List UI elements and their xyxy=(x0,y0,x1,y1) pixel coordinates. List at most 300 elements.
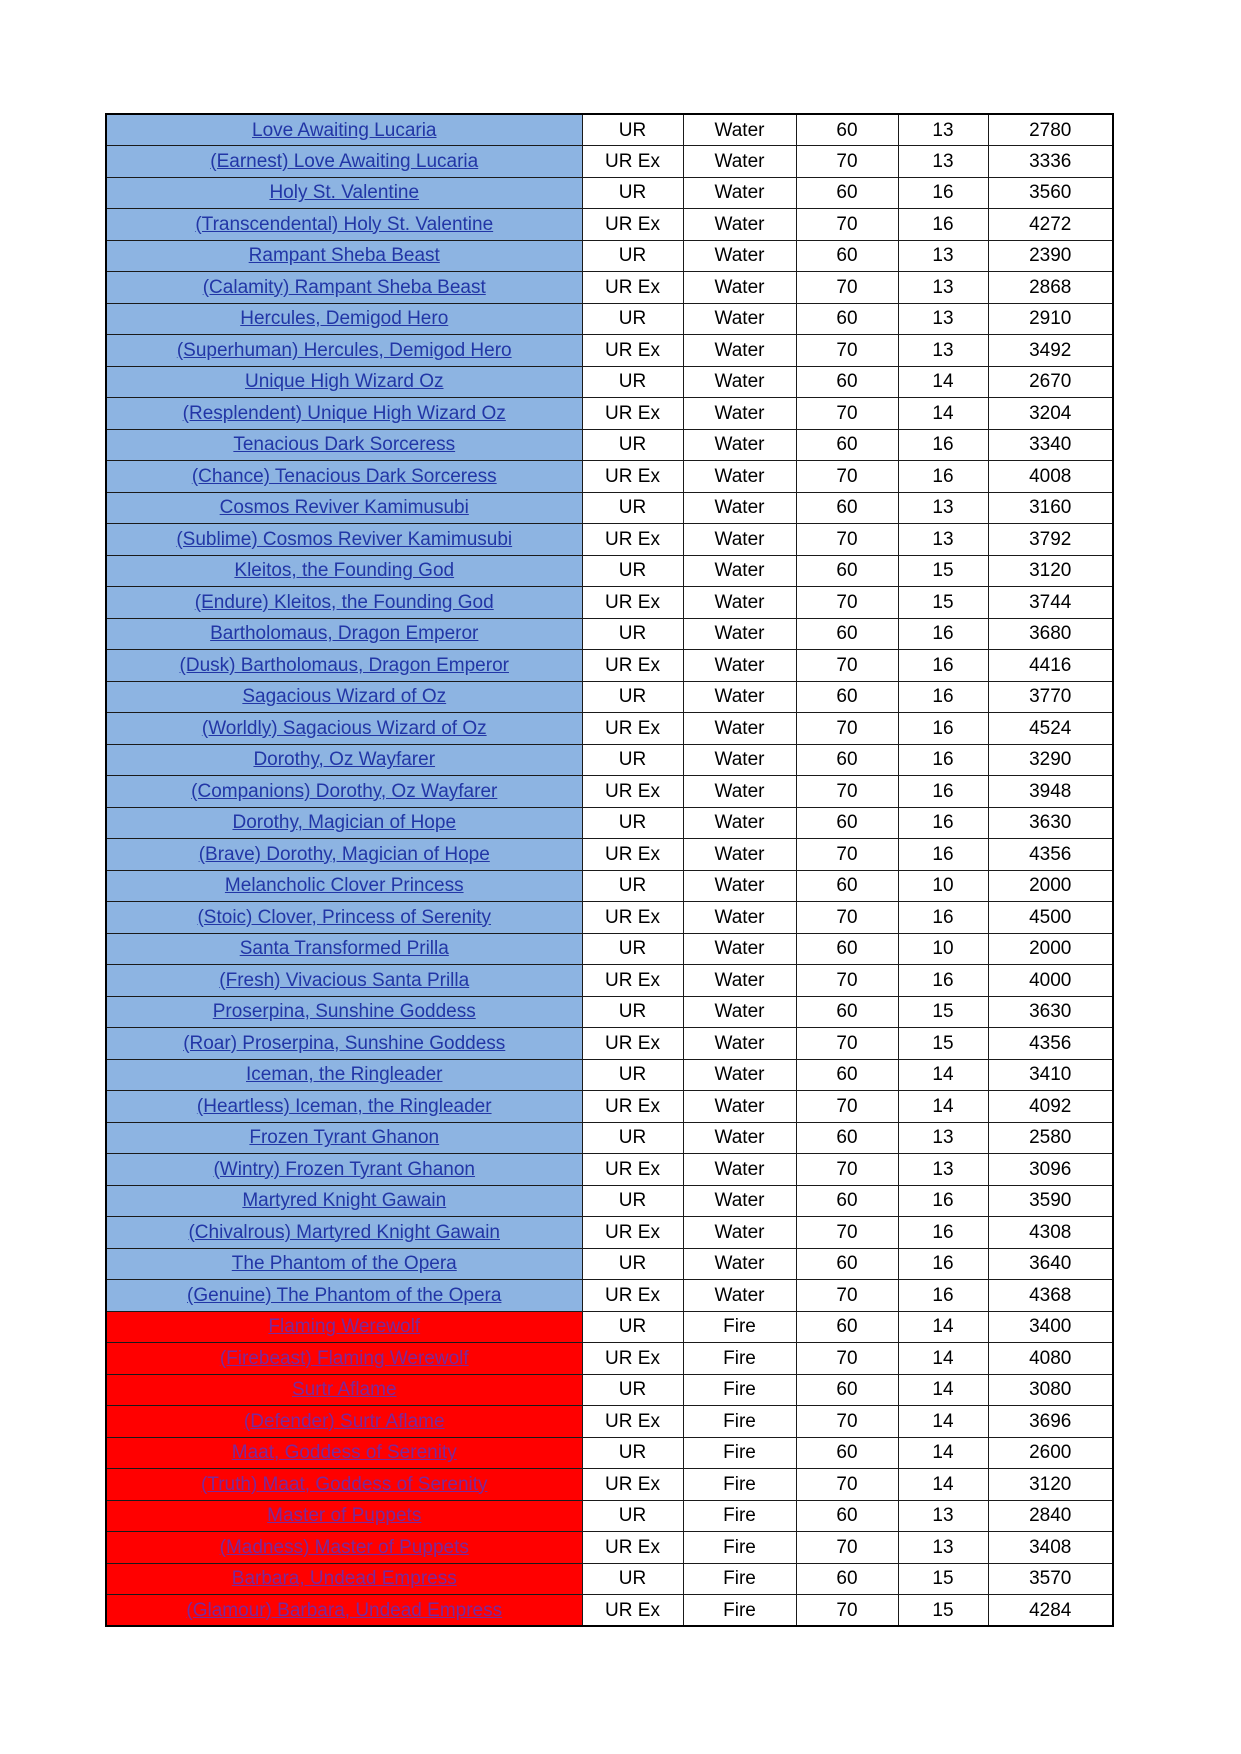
table-row xyxy=(106,870,1113,902)
rarity-cell: UR xyxy=(582,114,683,146)
value-cell: 70 xyxy=(796,902,898,934)
element-cell: Water xyxy=(683,713,796,745)
value-cell: 3290 xyxy=(988,744,1113,776)
value-cell: 70 xyxy=(796,776,898,808)
value-cell: 70 xyxy=(796,713,898,745)
rarity-cell: UR Ex xyxy=(582,335,683,367)
element-cell: Water xyxy=(683,1154,796,1186)
rarity-cell: UR xyxy=(582,1437,683,1469)
element-cell: Water xyxy=(683,303,796,335)
table-row xyxy=(106,1248,1113,1280)
table-row xyxy=(106,807,1113,839)
card-name-link[interactable]: (Endure) Kleitos, the Founding God xyxy=(194,591,494,613)
table-row xyxy=(106,902,1113,934)
table-row xyxy=(106,744,1113,776)
card-name-link[interactable]: (Sublime) Cosmos Reviver Kamimusubi xyxy=(176,528,513,550)
element-cell: Water xyxy=(683,1091,796,1123)
name-cell xyxy=(106,1343,582,1375)
card-name-link[interactable]: (Calamity) Rampant Sheba Beast xyxy=(202,276,486,298)
value-cell: 70 xyxy=(796,650,898,682)
rarity-cell: UR xyxy=(582,870,683,902)
name-cell xyxy=(106,1374,582,1406)
name-cell xyxy=(106,650,582,682)
value-cell: 60 xyxy=(796,492,898,524)
value-cell: 15 xyxy=(898,996,988,1028)
value-cell: 4308 xyxy=(988,1217,1113,1249)
card-name-link[interactable]: Holy St. Valentine xyxy=(269,182,420,204)
card-name-link[interactable]: Bartholomaus, Dragon Emperor xyxy=(210,623,479,645)
value-cell: 3336 xyxy=(988,146,1113,178)
table-row xyxy=(106,618,1113,650)
value-cell: 16 xyxy=(898,1280,988,1312)
card-name-link[interactable]: (Glamour) Barbara, Undead Empress xyxy=(186,1599,503,1621)
value-cell: 16 xyxy=(898,776,988,808)
table-row xyxy=(106,492,1113,524)
name-cell xyxy=(106,177,582,209)
element-cell: Water xyxy=(683,555,796,587)
name-cell xyxy=(106,1563,582,1595)
value-cell: 14 xyxy=(898,1091,988,1123)
element-cell: Water xyxy=(683,209,796,241)
element-cell: Water xyxy=(683,492,796,524)
card-name-link[interactable]: (Truth) Maat, Goddess of Serenity xyxy=(200,1473,488,1495)
card-name-link[interactable]: Maat, Goddess of Serenity xyxy=(231,1442,457,1464)
value-cell: 2868 xyxy=(988,272,1113,304)
value-cell: 2580 xyxy=(988,1122,1113,1154)
element-cell: Fire xyxy=(683,1469,796,1501)
card-name-link[interactable]: (Genuine) The Phantom of the Opera xyxy=(187,1284,502,1306)
card-name-link[interactable]: Iceman, the Ringleader xyxy=(246,1064,443,1086)
value-cell: 3680 xyxy=(988,618,1113,650)
rarity-cell: UR Ex xyxy=(582,1280,683,1312)
value-cell: 70 xyxy=(796,524,898,556)
table-row xyxy=(106,776,1113,808)
element-cell: Water xyxy=(683,1122,796,1154)
value-cell: 70 xyxy=(796,1343,898,1375)
element-cell: Water xyxy=(683,807,796,839)
element-cell: Water xyxy=(683,996,796,1028)
rarity-cell: UR Ex xyxy=(582,1028,683,1060)
value-cell: 4080 xyxy=(988,1343,1113,1375)
card-name-link[interactable]: Proserpina, Sunshine Goddess xyxy=(212,1001,476,1023)
value-cell: 60 xyxy=(796,240,898,272)
card-name-link[interactable]: (Defender) Surtr Aflame xyxy=(243,1410,445,1432)
element-cell: Water xyxy=(683,965,796,997)
rarity-cell: UR Ex xyxy=(582,461,683,493)
value-cell: 60 xyxy=(796,933,898,965)
table-row xyxy=(106,839,1113,871)
value-cell: 15 xyxy=(898,1595,988,1627)
name-cell xyxy=(106,366,582,398)
table-row xyxy=(106,1280,1113,1312)
name-cell xyxy=(106,272,582,304)
element-cell: Water xyxy=(683,933,796,965)
value-cell: 70 xyxy=(796,335,898,367)
value-cell: 3696 xyxy=(988,1406,1113,1438)
element-cell: Water xyxy=(683,1028,796,1060)
value-cell: 3340 xyxy=(988,429,1113,461)
card-name-link[interactable]: Master of Puppets xyxy=(267,1505,422,1527)
table-row xyxy=(106,1532,1113,1564)
element-cell: Water xyxy=(683,1248,796,1280)
value-cell: 10 xyxy=(898,933,988,965)
card-name-link[interactable]: Sagacious Wizard of Oz xyxy=(242,686,447,708)
table-row xyxy=(106,555,1113,587)
value-cell: 14 xyxy=(898,1059,988,1091)
card-name-link[interactable]: (Brave) Dorothy, Magician of Hope xyxy=(198,843,490,865)
name-cell xyxy=(106,1154,582,1186)
table-row xyxy=(106,1469,1113,1501)
value-cell: 70 xyxy=(796,1469,898,1501)
card-name-link[interactable]: (Heartless) Iceman, the Ringleader xyxy=(196,1095,492,1117)
element-cell: Fire xyxy=(683,1406,796,1438)
table-row xyxy=(106,1217,1113,1249)
rarity-cell: UR Ex xyxy=(582,776,683,808)
rarity-cell: UR xyxy=(582,933,683,965)
card-name-link[interactable]: (Stoic) Clover, Princess of Serenity xyxy=(197,906,492,928)
element-cell: Fire xyxy=(683,1374,796,1406)
value-cell: 16 xyxy=(898,177,988,209)
value-cell: 14 xyxy=(898,1437,988,1469)
value-cell: 60 xyxy=(796,807,898,839)
value-cell: 70 xyxy=(796,1091,898,1123)
value-cell: 2600 xyxy=(988,1437,1113,1469)
table-row xyxy=(106,240,1113,272)
value-cell: 13 xyxy=(898,240,988,272)
card-name-link[interactable]: Love Awaiting Lucaria xyxy=(252,119,437,141)
value-cell: 70 xyxy=(796,1154,898,1186)
value-cell: 60 xyxy=(796,870,898,902)
table-row xyxy=(106,1406,1113,1438)
value-cell: 70 xyxy=(796,272,898,304)
name-cell xyxy=(106,807,582,839)
table-row xyxy=(106,1500,1113,1532)
card-name-link[interactable]: (Madness) Master of Puppets xyxy=(219,1536,469,1558)
element-cell: Water xyxy=(683,177,796,209)
table-row xyxy=(106,366,1113,398)
value-cell: 70 xyxy=(796,398,898,430)
rarity-cell: UR Ex xyxy=(582,839,683,871)
card-name-link[interactable]: (Superhuman) Hercules, Demigod Hero xyxy=(176,339,512,361)
rarity-cell: UR Ex xyxy=(582,587,683,619)
table-row xyxy=(106,1563,1113,1595)
rarity-cell: UR xyxy=(582,1500,683,1532)
value-cell: 3948 xyxy=(988,776,1113,808)
table-row xyxy=(106,209,1113,241)
value-cell: 13 xyxy=(898,1532,988,1564)
value-cell: 60 xyxy=(796,1374,898,1406)
card-name-link[interactable]: Cosmos Reviver Kamimusubi xyxy=(219,497,469,519)
value-cell: 60 xyxy=(796,1563,898,1595)
value-cell: 15 xyxy=(898,555,988,587)
card-name-link[interactable]: Santa Transformed Prilla xyxy=(239,938,449,960)
value-cell: 60 xyxy=(796,177,898,209)
card-name-link[interactable]: Frozen Tyrant Ghanon xyxy=(249,1127,440,1149)
element-cell: Water xyxy=(683,870,796,902)
card-name-link[interactable]: (Fresh) Vivacious Santa Prilla xyxy=(219,969,470,991)
value-cell: 4500 xyxy=(988,902,1113,934)
value-cell: 60 xyxy=(796,618,898,650)
rarity-cell: UR xyxy=(582,681,683,713)
table-row xyxy=(106,587,1113,619)
rarity-cell: UR xyxy=(582,177,683,209)
value-cell: 3590 xyxy=(988,1185,1113,1217)
card-name-link[interactable]: Surtr Aflame xyxy=(291,1379,397,1401)
element-cell: Water xyxy=(683,146,796,178)
value-cell: 70 xyxy=(796,209,898,241)
value-cell: 15 xyxy=(898,1563,988,1595)
element-cell: Water xyxy=(683,650,796,682)
element-cell: Water xyxy=(683,587,796,619)
value-cell: 70 xyxy=(796,1280,898,1312)
card-name-link[interactable]: Rampant Sheba Beast xyxy=(248,245,440,267)
card-name-link[interactable]: (Resplendent) Unique High Wizard Oz xyxy=(182,402,506,424)
table-row xyxy=(106,1091,1113,1123)
value-cell: 60 xyxy=(796,744,898,776)
value-cell: 60 xyxy=(796,1437,898,1469)
value-cell: 16 xyxy=(898,618,988,650)
value-cell: 16 xyxy=(898,965,988,997)
value-cell: 14 xyxy=(898,1374,988,1406)
element-cell: Water xyxy=(683,429,796,461)
value-cell: 60 xyxy=(796,555,898,587)
value-cell: 2670 xyxy=(988,366,1113,398)
card-name-link[interactable]: (Firebeast) Flaming Werewolf xyxy=(219,1347,469,1369)
name-cell xyxy=(106,492,582,524)
card-name-link[interactable]: Flaming Werewolf xyxy=(268,1316,421,1338)
value-cell: 60 xyxy=(796,1248,898,1280)
value-cell: 15 xyxy=(898,587,988,619)
value-cell: 3630 xyxy=(988,807,1113,839)
value-cell: 13 xyxy=(898,303,988,335)
rarity-cell: UR xyxy=(582,1311,683,1343)
name-cell xyxy=(106,398,582,430)
value-cell: 3410 xyxy=(988,1059,1113,1091)
name-cell xyxy=(106,209,582,241)
rarity-cell: UR xyxy=(582,1185,683,1217)
value-cell: 14 xyxy=(898,398,988,430)
card-name-link[interactable]: (Earnest) Love Awaiting Lucaria xyxy=(210,150,479,172)
rarity-cell: UR Ex xyxy=(582,1091,683,1123)
element-cell: Fire xyxy=(683,1343,796,1375)
table-row xyxy=(106,398,1113,430)
name-cell xyxy=(106,461,582,493)
rarity-cell: UR Ex xyxy=(582,1532,683,1564)
value-cell: 60 xyxy=(796,996,898,1028)
value-cell: 60 xyxy=(796,1311,898,1343)
name-cell xyxy=(106,713,582,745)
rarity-cell: UR Ex xyxy=(582,965,683,997)
card-name-link[interactable]: Kleitos, the Founding God xyxy=(234,560,455,582)
value-cell: 3120 xyxy=(988,1469,1113,1501)
value-cell: 16 xyxy=(898,1185,988,1217)
element-cell: Water xyxy=(683,461,796,493)
name-cell xyxy=(106,335,582,367)
value-cell: 16 xyxy=(898,1217,988,1249)
value-cell: 4368 xyxy=(988,1280,1113,1312)
table-row xyxy=(106,1343,1113,1375)
value-cell: 60 xyxy=(796,429,898,461)
card-name-link[interactable]: (Dusk) Bartholomaus, Dragon Emperor xyxy=(179,654,509,676)
value-cell: 16 xyxy=(898,807,988,839)
value-cell: 14 xyxy=(898,1406,988,1438)
value-cell: 16 xyxy=(898,461,988,493)
value-cell: 70 xyxy=(796,839,898,871)
value-cell: 70 xyxy=(796,1532,898,1564)
value-cell: 3204 xyxy=(988,398,1113,430)
rarity-cell: UR xyxy=(582,1059,683,1091)
value-cell: 14 xyxy=(898,366,988,398)
rarity-cell: UR Ex xyxy=(582,650,683,682)
value-cell: 60 xyxy=(796,303,898,335)
name-cell xyxy=(106,965,582,997)
value-cell: 13 xyxy=(898,146,988,178)
name-cell xyxy=(106,1595,582,1627)
value-cell: 16 xyxy=(898,209,988,241)
name-cell xyxy=(106,1311,582,1343)
name-cell xyxy=(106,1091,582,1123)
card-name-link[interactable]: (Companions) Dorothy, Oz Wayfarer xyxy=(191,780,498,802)
table-row xyxy=(106,1028,1113,1060)
rarity-cell: UR Ex xyxy=(582,1595,683,1627)
value-cell: 13 xyxy=(898,1122,988,1154)
value-cell: 3080 xyxy=(988,1374,1113,1406)
rarity-cell: UR Ex xyxy=(582,272,683,304)
value-cell: 70 xyxy=(796,1406,898,1438)
value-cell: 70 xyxy=(796,1217,898,1249)
card-name-link[interactable]: (Chivalrous) Martyred Knight Gawain xyxy=(188,1221,500,1243)
name-cell xyxy=(106,618,582,650)
name-cell xyxy=(106,1406,582,1438)
name-cell xyxy=(106,681,582,713)
rarity-cell: UR Ex xyxy=(582,1343,683,1375)
value-cell: 70 xyxy=(796,965,898,997)
rarity-cell: UR Ex xyxy=(582,1217,683,1249)
rarity-cell: UR xyxy=(582,240,683,272)
name-cell xyxy=(106,1059,582,1091)
value-cell: 3408 xyxy=(988,1532,1113,1564)
table-row xyxy=(106,681,1113,713)
card-name-link[interactable]: (Transcendental) Holy St. Valentine xyxy=(195,213,494,235)
rarity-cell: UR xyxy=(582,1122,683,1154)
name-cell xyxy=(106,933,582,965)
name-cell xyxy=(106,1185,582,1217)
value-cell: 13 xyxy=(898,1154,988,1186)
rarity-cell: UR Ex xyxy=(582,209,683,241)
name-cell xyxy=(106,1437,582,1469)
rarity-cell: UR xyxy=(582,303,683,335)
element-cell: Water xyxy=(683,902,796,934)
value-cell: 16 xyxy=(898,429,988,461)
value-cell: 3770 xyxy=(988,681,1113,713)
value-cell: 16 xyxy=(898,713,988,745)
element-cell: Fire xyxy=(683,1311,796,1343)
rarity-cell: UR xyxy=(582,1248,683,1280)
value-cell: 14 xyxy=(898,1343,988,1375)
value-cell: 15 xyxy=(898,1028,988,1060)
value-cell: 13 xyxy=(898,1500,988,1532)
card-name-link[interactable]: Hercules, Demigod Hero xyxy=(240,308,449,330)
name-cell xyxy=(106,303,582,335)
element-cell: Fire xyxy=(683,1595,796,1627)
value-cell: 2780 xyxy=(988,114,1113,146)
value-cell: 16 xyxy=(898,650,988,682)
value-cell: 70 xyxy=(796,1595,898,1627)
value-cell: 2000 xyxy=(988,933,1113,965)
name-cell xyxy=(106,114,582,146)
element-cell: Water xyxy=(683,618,796,650)
card-name-link[interactable]: The Phantom of the Opera xyxy=(231,1253,457,1275)
table-row xyxy=(106,461,1113,493)
table-row xyxy=(106,650,1113,682)
table-row xyxy=(106,335,1113,367)
name-cell xyxy=(106,870,582,902)
element-cell: Water xyxy=(683,1280,796,1312)
table-row xyxy=(106,1311,1113,1343)
rarity-cell: UR xyxy=(582,366,683,398)
card-name-link[interactable]: Unique High Wizard Oz xyxy=(244,371,444,393)
name-cell xyxy=(106,839,582,871)
rarity-cell: UR Ex xyxy=(582,524,683,556)
rarity-cell: UR Ex xyxy=(582,398,683,430)
value-cell: 70 xyxy=(796,461,898,493)
card-name-link[interactable]: (Roar) Proserpina, Sunshine Goddess xyxy=(183,1032,506,1054)
table-row xyxy=(106,1154,1113,1186)
name-cell xyxy=(106,1469,582,1501)
table-row xyxy=(106,177,1113,209)
card-name-link[interactable]: Martyred Knight Gawain xyxy=(242,1190,447,1212)
value-cell: 4092 xyxy=(988,1091,1113,1123)
table-row xyxy=(106,1595,1113,1627)
name-cell xyxy=(106,1532,582,1564)
card-name-link[interactable]: (Wintry) Frozen Tyrant Ghanon xyxy=(213,1158,476,1180)
value-cell: 16 xyxy=(898,839,988,871)
element-cell: Fire xyxy=(683,1563,796,1595)
card-name-link[interactable]: (Worldly) Sagacious Wizard of Oz xyxy=(201,717,487,739)
value-cell: 3640 xyxy=(988,1248,1113,1280)
table-row xyxy=(106,1122,1113,1154)
name-cell xyxy=(106,776,582,808)
value-cell: 3160 xyxy=(988,492,1113,524)
value-cell: 70 xyxy=(796,587,898,619)
card-name-link[interactable]: (Chance) Tenacious Dark Sorceress xyxy=(191,465,497,487)
element-cell: Water xyxy=(683,335,796,367)
rarity-cell: UR Ex xyxy=(582,713,683,745)
value-cell: 60 xyxy=(796,1185,898,1217)
element-cell: Water xyxy=(683,681,796,713)
rarity-cell: UR Ex xyxy=(582,1406,683,1438)
element-cell: Water xyxy=(683,1059,796,1091)
element-cell: Fire xyxy=(683,1500,796,1532)
name-cell xyxy=(106,744,582,776)
value-cell: 16 xyxy=(898,902,988,934)
name-cell xyxy=(106,1122,582,1154)
value-cell: 10 xyxy=(898,870,988,902)
table-row xyxy=(106,146,1113,178)
value-cell: 3096 xyxy=(988,1154,1113,1186)
element-cell: Water xyxy=(683,1217,796,1249)
card-name-link[interactable]: Dorothy, Oz Wayfarer xyxy=(253,749,436,771)
value-cell: 16 xyxy=(898,744,988,776)
value-cell: 4524 xyxy=(988,713,1113,745)
value-cell: 2840 xyxy=(988,1500,1113,1532)
card-name-link[interactable]: Barbara, Undead Empress xyxy=(231,1568,457,1590)
name-cell xyxy=(106,1280,582,1312)
value-cell: 16 xyxy=(898,681,988,713)
card-name-link[interactable]: Tenacious Dark Sorceress xyxy=(233,434,456,456)
card-name-link[interactable]: Melancholic Clover Princess xyxy=(224,875,464,897)
card-name-link[interactable]: Dorothy, Magician of Hope xyxy=(232,812,457,834)
